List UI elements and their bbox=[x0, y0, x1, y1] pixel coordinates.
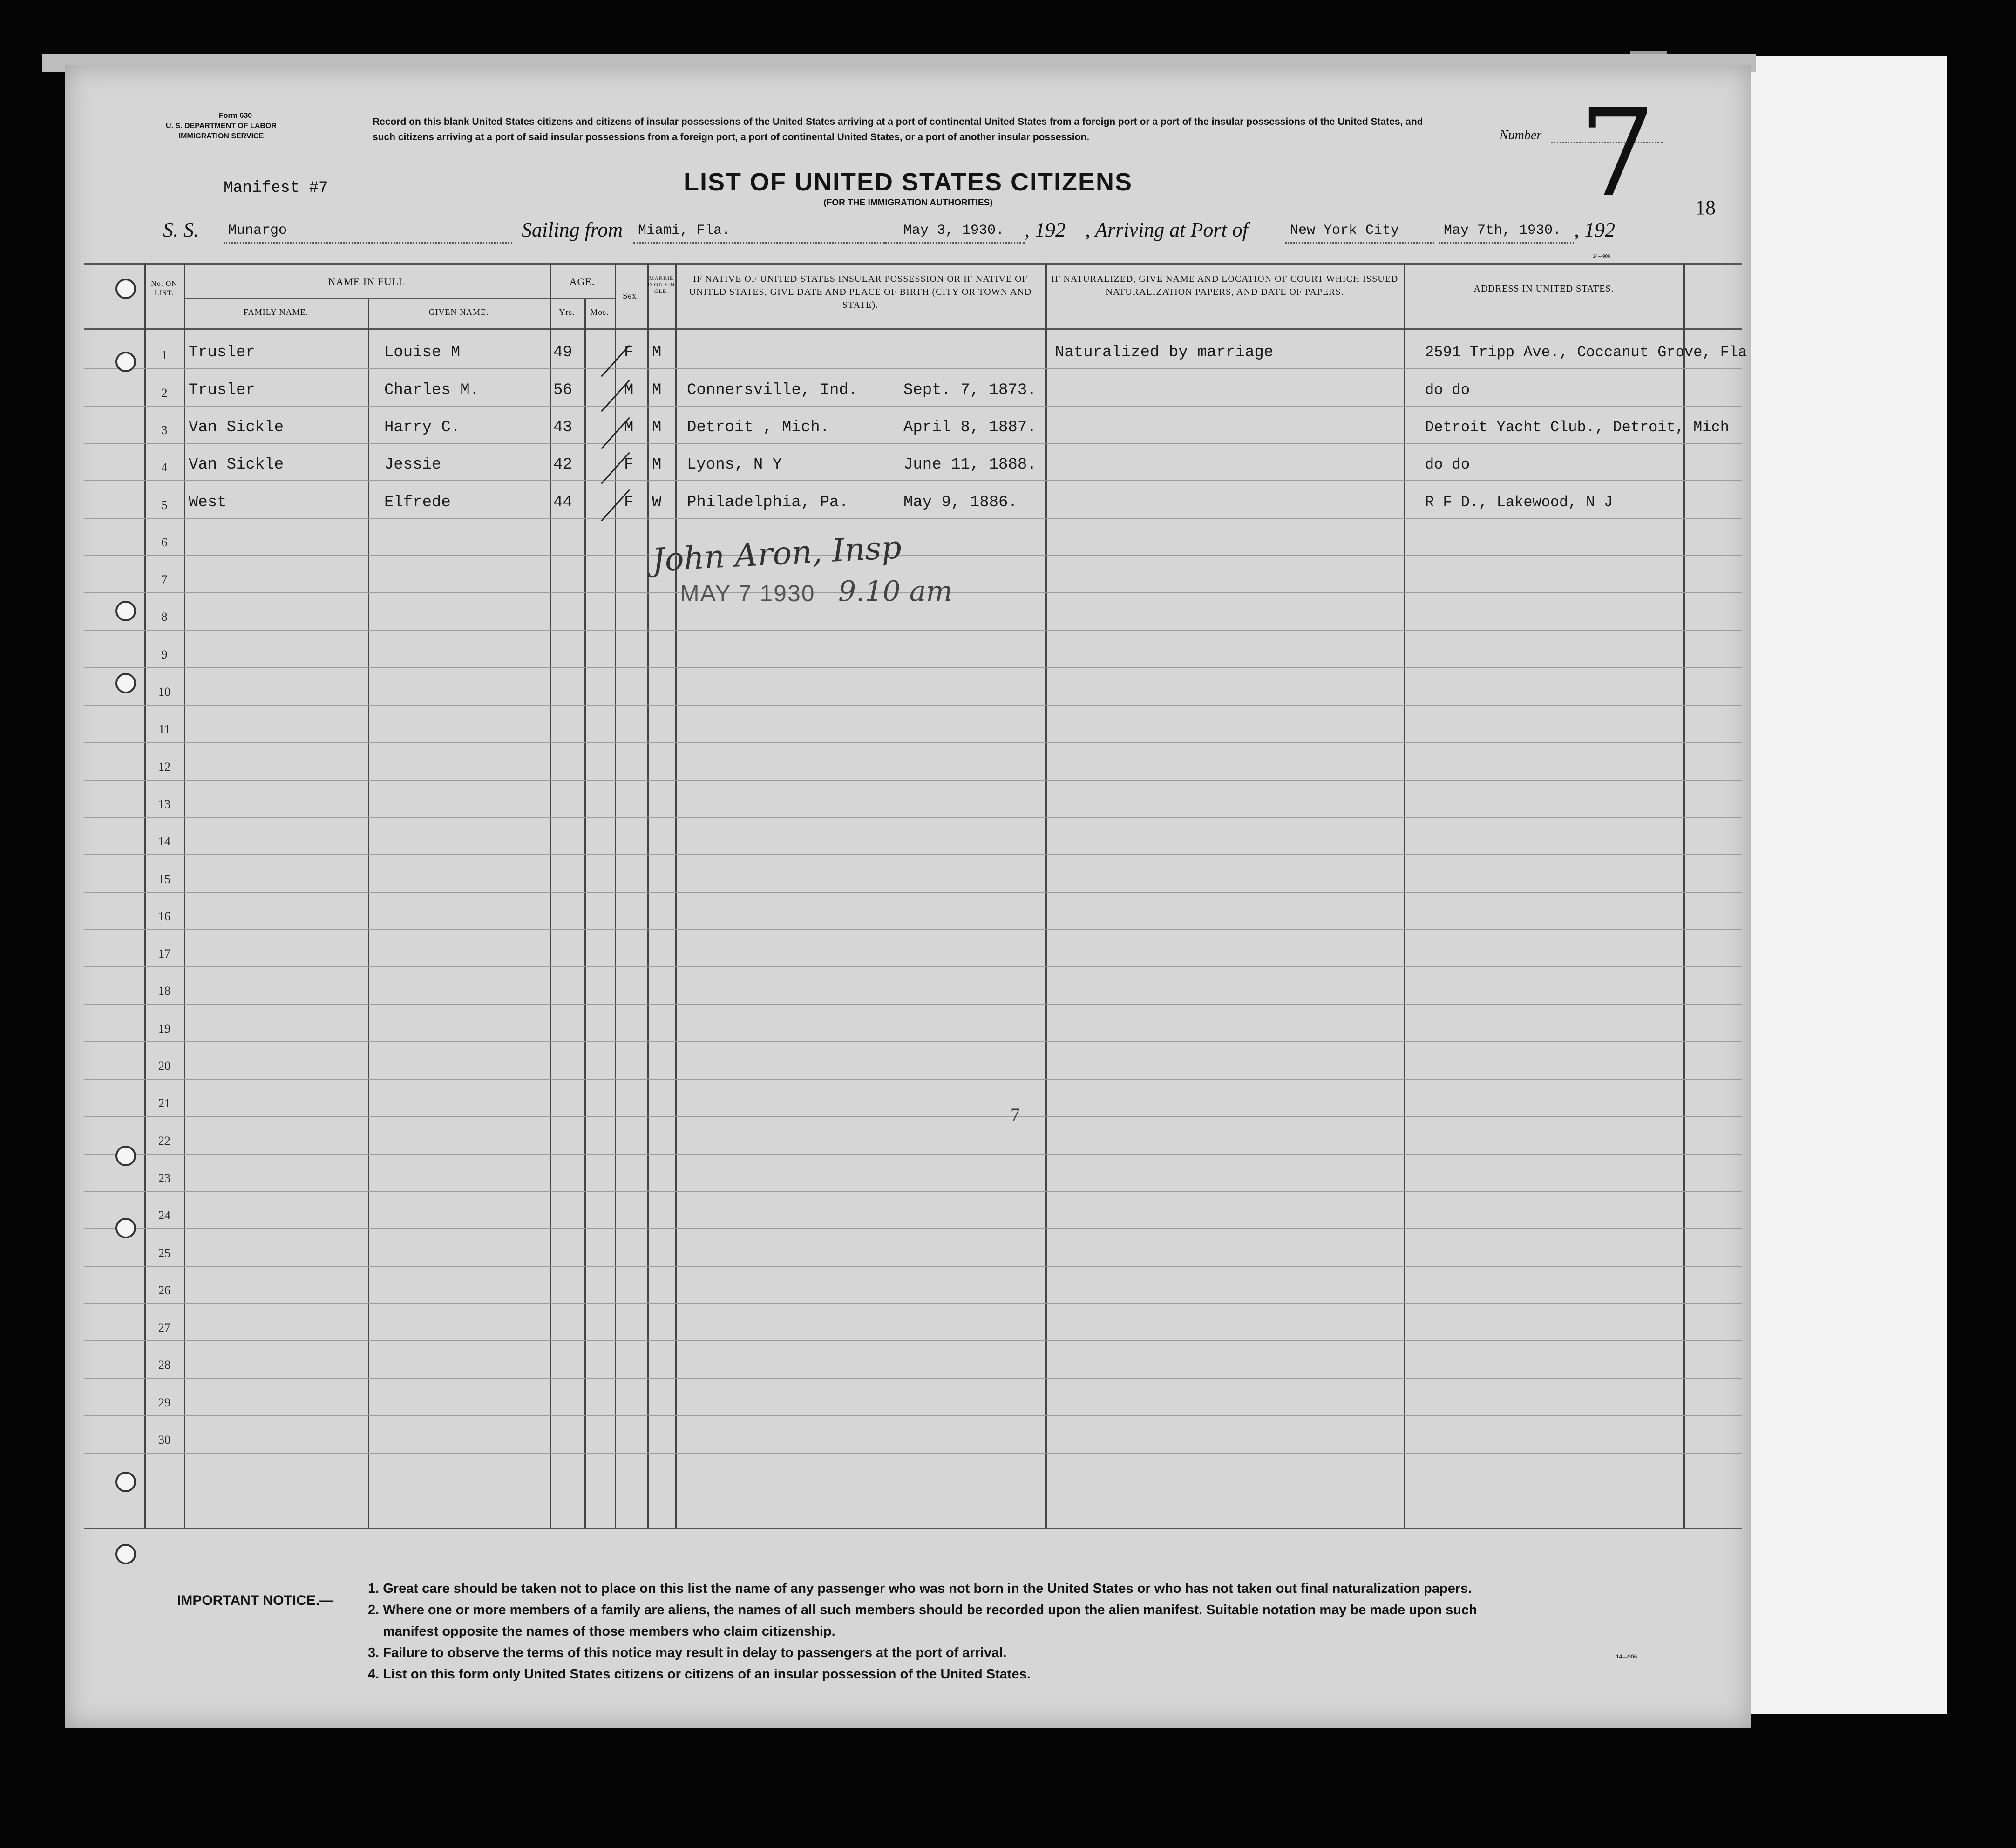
row-number: 13 bbox=[158, 797, 170, 811]
row-line bbox=[84, 1340, 1742, 1341]
year-suffix-2: , 192 bbox=[1574, 218, 1615, 241]
date-stamp: MAY 7 1930 bbox=[680, 580, 815, 606]
row-number: 28 bbox=[158, 1358, 170, 1372]
number-label: Number bbox=[1500, 128, 1542, 143]
sex-cell: F bbox=[624, 494, 634, 511]
row-line bbox=[84, 705, 1742, 706]
row-number: 25 bbox=[158, 1246, 170, 1260]
binder-hole bbox=[115, 1472, 136, 1492]
notice-item-1: 1. Great care should be taken not to place on this list the name of any passenger who was not born in the United States or who has not taken out final naturalization papers. bbox=[368, 1581, 1472, 1596]
age-years-cell: 42 bbox=[553, 456, 572, 474]
row-number: 24 bbox=[158, 1209, 170, 1222]
birth-date-cell: Sept. 7, 1873. bbox=[903, 381, 1037, 399]
family-name-cell: Trusler bbox=[189, 381, 255, 399]
address-cell: 2591 Tripp Ave., Coccanut Grove, Fla bbox=[1425, 344, 1747, 361]
table-top-border bbox=[84, 263, 1742, 265]
family-name-cell: Trusler bbox=[189, 344, 255, 361]
table-bottom-border bbox=[84, 1528, 1742, 1529]
page-title: LIST OF UNITED STATES CITIZENS bbox=[684, 168, 1133, 196]
row-line bbox=[84, 1004, 1742, 1005]
row-number: 1 bbox=[161, 348, 168, 362]
birth-date-cell: June 11, 1888. bbox=[903, 456, 1037, 474]
row-line bbox=[84, 1378, 1742, 1379]
form-instructions: Record on this blank United States citizens and citizens of insular possessions of the United States arriving at a port of continental United States from a foreign port or a port of the insular possessions of the United States, and such citizens arriving at a port of said insular possessions from a foreign port, a port of continental United States, or a port of another insular possession. bbox=[373, 116, 1423, 143]
row-line bbox=[84, 1228, 1742, 1229]
given-name-cell: Charles M. bbox=[384, 381, 480, 399]
age-years-cell: 49 bbox=[553, 344, 572, 361]
row-number: 8 bbox=[161, 610, 168, 624]
notice-item-4: 4. List on this form only United States citizens or citizens of an insular possession of the United States. bbox=[368, 1667, 1031, 1682]
age-years-cell: 44 bbox=[553, 494, 572, 511]
binder-hole bbox=[115, 279, 136, 299]
sailing-date-line bbox=[885, 242, 1025, 245]
header-age: AGE. bbox=[569, 276, 595, 287]
row-line bbox=[84, 1191, 1742, 1192]
row-line bbox=[84, 1154, 1742, 1155]
row-line bbox=[84, 518, 1742, 519]
inspector-signature: John Aron, Insp bbox=[651, 529, 903, 579]
binder-hole bbox=[115, 352, 136, 372]
col-divider-family bbox=[184, 263, 185, 1528]
marital-status-cell: M bbox=[652, 419, 662, 436]
sailing-port: Miami, Fla. bbox=[638, 223, 731, 238]
given-name-cell: Harry C. bbox=[384, 419, 461, 436]
row-number: 3 bbox=[161, 423, 168, 437]
header-address: ADDRESS IN UNITED STATES. bbox=[1473, 284, 1614, 294]
address-cell: R F D., Lakewood, N J bbox=[1425, 494, 1613, 511]
row-line bbox=[84, 480, 1742, 481]
binder-hole bbox=[115, 1218, 136, 1238]
arriving-port: New York City bbox=[1290, 223, 1399, 238]
birth-place-cell: Lyons, N Y bbox=[687, 456, 782, 474]
col-divider-married bbox=[647, 263, 649, 1528]
address-cell: Detroit Yacht Club., Detroit, Mich bbox=[1425, 419, 1729, 436]
given-name-cell: Jessie bbox=[384, 456, 441, 474]
arrival-time: 9.10 am bbox=[838, 575, 953, 608]
header-sex: Sex. bbox=[623, 291, 639, 300]
header-name-in-full: NAME IN FULL bbox=[328, 276, 406, 287]
row-number: 5 bbox=[161, 498, 168, 512]
given-name-cell: Louise M bbox=[384, 344, 461, 361]
row-line bbox=[84, 966, 1742, 967]
row-line bbox=[84, 817, 1742, 818]
row-line bbox=[84, 929, 1742, 930]
page-subtitle: (FOR THE IMMIGRATION AUTHORITIES) bbox=[823, 198, 993, 208]
row-number: 14 bbox=[158, 835, 170, 848]
row-line bbox=[84, 667, 1742, 668]
notice-form-code: 14—906 bbox=[1616, 1653, 1637, 1660]
col-divider-sex bbox=[615, 263, 616, 1528]
given-name-cell: Elfrede bbox=[384, 494, 451, 511]
row-line bbox=[84, 742, 1742, 743]
binder-hole bbox=[115, 1544, 136, 1564]
header-given-name: GIVEN NAME. bbox=[428, 307, 489, 317]
header-native: IF NATIVE OF UNITED STATES INSULAR POSSESSION OR IF NATIVE OF UNITED STATES, GIVE DATE AND PLACE OF BIRTH (CITY OR TOWN AND STATE). bbox=[689, 274, 1032, 310]
row-number: 7 bbox=[161, 573, 168, 586]
marital-status-cell: W bbox=[652, 494, 662, 511]
row-line bbox=[84, 1303, 1742, 1304]
row-number: 30 bbox=[158, 1433, 170, 1447]
notice-heading: IMPORTANT NOTICE.— bbox=[177, 1593, 334, 1608]
row-line bbox=[84, 443, 1742, 444]
sailing-label: Sailing from bbox=[522, 218, 623, 241]
col-divider-right bbox=[1683, 263, 1685, 1528]
row-line bbox=[84, 1453, 1742, 1454]
service: IMMIGRATION SERVICE bbox=[178, 132, 264, 140]
birth-date-cell: April 8, 1887. bbox=[903, 419, 1037, 436]
naturalization-cell: Naturalized by marriage bbox=[1055, 344, 1274, 361]
binder-hole bbox=[115, 601, 136, 621]
row-number: 23 bbox=[158, 1171, 170, 1185]
header-bottom-border bbox=[84, 328, 1742, 330]
sailing-line bbox=[633, 242, 885, 245]
row-line bbox=[84, 555, 1742, 556]
binder-hole bbox=[115, 673, 136, 693]
row-number: 26 bbox=[158, 1284, 170, 1297]
birth-place-cell: Philadelphia, Pa. bbox=[687, 494, 848, 511]
family-name-cell: Van Sickle bbox=[189, 419, 284, 436]
col-divider-no bbox=[144, 263, 146, 1528]
row-line bbox=[84, 892, 1742, 893]
arriving-date: May 7th, 1930. bbox=[1444, 223, 1561, 238]
address-cell: do do bbox=[1425, 456, 1470, 473]
col-divider-address bbox=[1404, 263, 1405, 1528]
row-number: 4 bbox=[161, 461, 168, 474]
header-yrs: Yrs. bbox=[559, 307, 575, 317]
row-line bbox=[84, 1266, 1742, 1267]
row-number: 27 bbox=[158, 1321, 170, 1334]
form-number: Form 630 bbox=[219, 112, 252, 120]
sex-cell: F bbox=[624, 344, 634, 361]
number-value: 7 bbox=[1579, 83, 1656, 224]
ss-label: S. S. bbox=[163, 218, 199, 241]
small-print: 14—906 bbox=[1593, 254, 1610, 259]
sex-cell: M bbox=[624, 419, 634, 436]
binder-hole bbox=[115, 1146, 136, 1166]
row-line bbox=[84, 630, 1742, 631]
col-divider-mos bbox=[584, 298, 586, 1528]
marital-status-cell: M bbox=[652, 344, 662, 361]
row-line bbox=[84, 1041, 1742, 1042]
header-family-name: FAMILY NAME. bbox=[243, 307, 309, 317]
row-line bbox=[84, 1079, 1742, 1080]
row-number: 2 bbox=[161, 386, 168, 400]
birth-place-cell: Connersville, Ind. bbox=[687, 381, 858, 399]
sailing-date: May 3, 1930. bbox=[903, 223, 1005, 238]
row-number: 11 bbox=[158, 722, 170, 736]
row-line bbox=[84, 368, 1742, 369]
notice-item-3: 3. Failure to observe the terms of this notice may result in delay to passengers at the port of arrival. bbox=[368, 1645, 1007, 1660]
manifest-label: Manifest #7 bbox=[224, 179, 328, 197]
row-number: 22 bbox=[158, 1134, 170, 1148]
row-number: 17 bbox=[158, 947, 170, 960]
row-number: 21 bbox=[158, 1096, 170, 1110]
year-suffix: , 192 bbox=[1025, 218, 1066, 241]
row-number: 12 bbox=[158, 760, 170, 774]
name-age-subheader-line bbox=[184, 298, 615, 299]
birth-date-cell: May 9, 1886. bbox=[903, 494, 1018, 511]
stray-mark: 7 bbox=[1011, 1104, 1020, 1125]
header-no: No. ON LIST. bbox=[151, 280, 177, 297]
sex-cell: M bbox=[624, 381, 634, 399]
arriving-line bbox=[1285, 242, 1434, 245]
header-mos: Mos. bbox=[590, 307, 609, 317]
row-number: 6 bbox=[161, 536, 168, 549]
header-naturalized: IF NATURALIZED, GIVE NAME AND LOCATION OF COURT WHICH ISSUED NATURALIZATION PAPERS, AND DATE OF PAPERS. bbox=[1051, 274, 1398, 297]
birth-place-cell: Detroit , Mich. bbox=[687, 419, 830, 436]
row-number: 19 bbox=[158, 1022, 170, 1035]
marital-status-cell: M bbox=[652, 381, 662, 399]
address-cell: do do bbox=[1425, 381, 1470, 399]
arriving-date-line bbox=[1439, 242, 1574, 245]
sex-cell: F bbox=[624, 456, 634, 474]
row-number: 10 bbox=[158, 685, 170, 699]
notice-item-2: 2. Where one or more members of a family are aliens, the names of all such members should be recorded upon the alien manifest. Suitable notation may be made upon such bbox=[368, 1603, 1477, 1617]
row-number: 29 bbox=[158, 1396, 170, 1409]
department: U. S. DEPARTMENT OF LABOR bbox=[166, 122, 277, 130]
ship-line bbox=[224, 242, 512, 245]
row-line bbox=[84, 406, 1742, 407]
notice-body bbox=[368, 1578, 1718, 1685]
family-name-cell: Van Sickle bbox=[189, 456, 284, 474]
marital-status-cell: M bbox=[652, 456, 662, 474]
row-number: 9 bbox=[161, 648, 168, 661]
ship-name: Munargo bbox=[228, 223, 287, 238]
row-line bbox=[84, 780, 1742, 781]
row-number: 16 bbox=[158, 910, 170, 923]
row-line bbox=[84, 854, 1742, 855]
col-divider-native bbox=[675, 263, 677, 1528]
page-number: 18 bbox=[1695, 196, 1716, 219]
col-divider-given bbox=[368, 298, 369, 1528]
header-married-single: MARRIED OR SINGLE. bbox=[647, 275, 675, 294]
notice-item-2-cont: manifest opposite the names of those members who claim citizenship. bbox=[383, 1624, 835, 1639]
col-divider-age bbox=[550, 263, 551, 1528]
row-number: 15 bbox=[158, 872, 170, 886]
arriving-label: , Arriving at Port of bbox=[1085, 218, 1248, 241]
row-line bbox=[84, 1116, 1742, 1117]
age-years-cell: 43 bbox=[553, 419, 572, 436]
age-years-cell: 56 bbox=[553, 381, 572, 399]
family-name-cell: West bbox=[189, 494, 227, 511]
row-line bbox=[84, 1415, 1742, 1416]
row-number: 20 bbox=[158, 1059, 170, 1073]
col-divider-naturalized bbox=[1045, 263, 1047, 1528]
row-number: 18 bbox=[158, 984, 170, 998]
